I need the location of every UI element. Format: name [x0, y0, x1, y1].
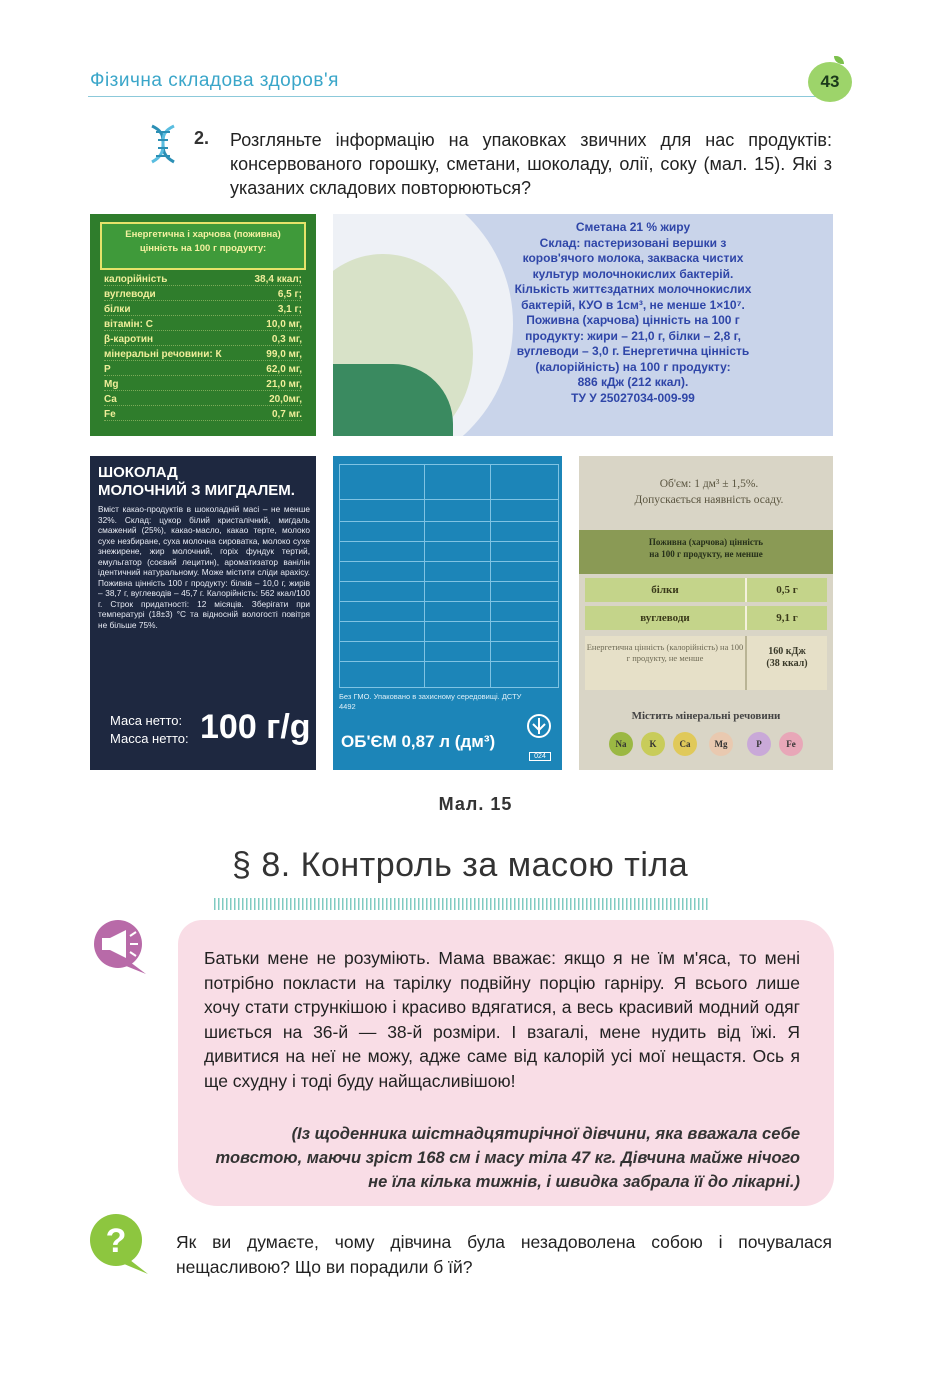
peas-row-label: β-каротин — [104, 334, 154, 345]
net-weight-ua: Маса нетто: — [110, 713, 183, 728]
table-line — [340, 661, 558, 662]
mineral-badge: P — [747, 732, 771, 756]
sour-line: Склад: пастеризовані вершки з — [539, 235, 727, 250]
peas-row-label: Р — [104, 364, 111, 375]
peas-row-label: Ca — [104, 394, 117, 405]
chocolate-label-photo — [90, 456, 316, 770]
sour-line: продукту: жири – 21,0 г, білки – 2,8 г, — [525, 328, 741, 343]
peas-row-label: Fe — [104, 409, 116, 420]
section-title: § 8. Контроль за масою тіла — [232, 846, 689, 884]
section-divider — [214, 898, 710, 910]
figure-caption: Мал. 15 — [438, 794, 513, 814]
juice-energy-label: Енергетична цінність (калорійність) на 100 г продукту, не менше — [585, 636, 747, 690]
sour-line: Поживна (харчова) цінність на 100 г — [526, 313, 740, 327]
sour-line: Сметана 21 % жиру — [575, 220, 691, 234]
sour-line: бактерій, КУО в 1см³, не менше 1×10⁷. — [521, 297, 745, 312]
peas-row — [104, 409, 302, 421]
juice-row-label: білки — [585, 578, 747, 602]
juice-band-line2: на 100 г продукту, не менше — [649, 549, 763, 559]
peas-row-label: калорійність — [104, 274, 168, 285]
chocolate-title-line2: МОЛОЧНИЙ З МИГДАЛЕМ. — [98, 482, 295, 499]
mineral-badge: K — [641, 732, 665, 756]
header-rule — [88, 96, 828, 97]
sour-line: Кількість життєздатних молочнокислих — [514, 282, 752, 296]
juice-minerals-heading: Містить мінеральні речовини — [631, 710, 781, 722]
oil-footer-text: Без ГМО. Упаковано в захисному середовищі. ДСТУ 4492 — [339, 692, 522, 711]
peas-row-value: 0,3 мг, — [271, 334, 302, 345]
peas-row — [104, 394, 302, 406]
table-line — [340, 561, 558, 562]
mineral-badge: Mg — [709, 732, 733, 756]
juice-row — [585, 578, 827, 602]
table-line — [340, 621, 558, 622]
juice-sediment: Допускається наявність осаду. — [634, 494, 784, 506]
peas-heading-line1: Енергетична і харчова (поживна) — [125, 229, 281, 240]
task-number: 2. — [194, 128, 210, 148]
peas-row-value: 10,0 мг, — [266, 319, 302, 330]
juice-energy-kj: 160 кДж — [768, 646, 806, 657]
juice-energy-value — [747, 636, 827, 690]
juice-energy-kcal: (38 ккал) — [766, 658, 808, 669]
recycle-code: 024 — [529, 752, 551, 761]
chocolate-title-line1: ШОКОЛАД — [98, 464, 178, 481]
peas-label-photo — [90, 214, 316, 436]
sour-cream-text — [443, 220, 823, 406]
table-line — [340, 521, 558, 522]
juice-energy-row — [585, 636, 827, 690]
mineral-badge: Na — [609, 732, 633, 756]
peas-row — [104, 334, 302, 346]
quote-source: (Із щоденника шістнадцятирічної дівчини, яка вважала себе товстою, маючи зріст 168 см і масу тіла 47 кг. Дівчина майже нічого не їла кілька тижнів, і швидка забрала її до лікарні.) — [215, 1125, 800, 1191]
peas-row — [104, 379, 302, 391]
page-number: 43 — [808, 62, 852, 102]
oil-nutrition-table — [339, 464, 559, 688]
table-line — [340, 499, 558, 500]
peas-heading — [100, 222, 306, 270]
juice-label-photo — [579, 456, 833, 770]
sour-line: ТУ У 25027034-009-99 — [571, 390, 695, 405]
task-text: Розгляньте інформацію на упаковках звичних для нас продуктів: консервованого горошку, сметани, шоколаду, олії, соку (мал. 15). Які з указаних складових повторюються? — [230, 130, 832, 198]
peas-row-value: 3,1 г; — [277, 304, 302, 315]
chocolate-net-weight-labels — [110, 712, 189, 748]
recycle-icon — [525, 712, 553, 748]
table-line — [340, 541, 558, 542]
dna-icon — [146, 124, 180, 164]
peas-row-value: 20,0мг, — [269, 394, 302, 405]
question-icon — [88, 1212, 152, 1276]
peas-row — [104, 304, 302, 316]
table-line — [340, 601, 558, 602]
sour-line: (калорійність) на 100 г продукту: — [535, 359, 731, 374]
table-line — [340, 581, 558, 582]
net-weight-ru: Масса нетто: — [110, 731, 189, 746]
peas-row-value: 0,7 мг. — [271, 409, 302, 420]
sour-line: вуглеводи – 3,0 г. Енергетична цінність — [516, 344, 750, 358]
peas-row — [104, 274, 302, 286]
megaphone-icon — [90, 918, 150, 976]
peas-row-label: мінеральні речовини: К — [104, 349, 222, 360]
peas-row-label: вітамін: С — [104, 319, 153, 330]
peas-row-value: 21,0 мг, — [266, 379, 302, 390]
peas-heading-line2: цінність на 100 г продукту: — [139, 243, 267, 254]
mineral-badge: Ca — [673, 732, 697, 756]
sour-cream-label-photo — [333, 214, 833, 436]
peas-row-label: Mg — [104, 379, 119, 390]
peas-row-label: білки — [104, 304, 131, 315]
sour-line: 886 кДж (212 ккал). — [577, 375, 689, 389]
peas-row-value: 38,4 ккал; — [254, 274, 302, 285]
svg-text:?: ? — [105, 1222, 127, 1260]
juice-row — [585, 606, 827, 630]
peas-row-value: 6,5 г; — [277, 289, 302, 300]
chocolate-ingredients: Вміст какао-продуктів в шоколадній масі – не менше 32%. Склад: цукор білий кристалічний, мигдаль смажений (25%), какао-масло, какао терте, молоко сухе незбиране, суха молочна сироватка, молоко сухе знежирене, жир молочний, горіх фундук тертий, емульгатор (соєвий лецитин), ароматизатор ванілін ідентичний натуральному. Може містити сліди арахісу. Поживна цінність 100 г продукту: білків – 10,0 г, жирів – 38,7 г, вуглеводів – 45,7 г. Калорійність: 562 ккал/100 г. Строк придатності: 12 місяців. Зберігати при температурі (18±3) °С та відносній вологості повітря не більше 75%. — [98, 504, 310, 630]
sour-line: культур молочнокислих бактерій. — [532, 266, 734, 281]
peas-row-value: 62,0 мг, — [266, 364, 302, 375]
chocolate-weight: 100 г/g — [200, 708, 311, 746]
peas-row — [104, 349, 302, 361]
juice-band-text — [589, 536, 823, 560]
chocolate-title — [98, 464, 310, 500]
peas-row — [104, 364, 302, 376]
juice-row-value: 9,1 г — [776, 612, 798, 624]
oil-label-photo — [333, 456, 562, 770]
sour-line: коров'ячого молока, закваска чистих — [522, 251, 744, 265]
juice-row-value: 0,5 г — [776, 584, 798, 596]
quote-text: Батьки мене не розуміють. Мама вважає: якщо я не їм м'яса, то мені потрібно покласти на тарілку подвійну порцію гарніру. Я всього лише хочу стати стрункішою і красиво вдягатися, а весь красивий модний одяг шиється на 36-й — 38-й розміри. І взагалі, мене нудить від їжі. Я дивитися на неї не можу, адже саме від калорій усі мої нещастя. Ось я ще схудну і тоді буду найщасливішою! — [204, 948, 800, 1091]
oil-volume: ОБ'ЄМ 0,87 л (дм³) — [341, 732, 496, 751]
juice-volume: Об'єм: 1 дм³ ± 1,5%. — [659, 478, 759, 490]
table-line — [340, 641, 558, 642]
juice-band-line1: Поживна (харчова) цінність — [648, 537, 764, 547]
question-text: Як ви думаєте, чому дівчина була незадоволена собою і почувалася нещасливою? Що ви порадили б їй? — [176, 1232, 832, 1277]
peas-row — [104, 289, 302, 301]
juice-top-text — [599, 476, 819, 508]
peas-row-label: вуглеводи — [104, 289, 156, 300]
mineral-badge: Fe — [779, 732, 803, 756]
juice-row-label: вуглеводи — [585, 606, 747, 630]
peas-row-value: 99,0 мг, — [266, 349, 302, 360]
peas-row — [104, 319, 302, 331]
running-title: Фізична складова здоров'я — [90, 70, 339, 91]
